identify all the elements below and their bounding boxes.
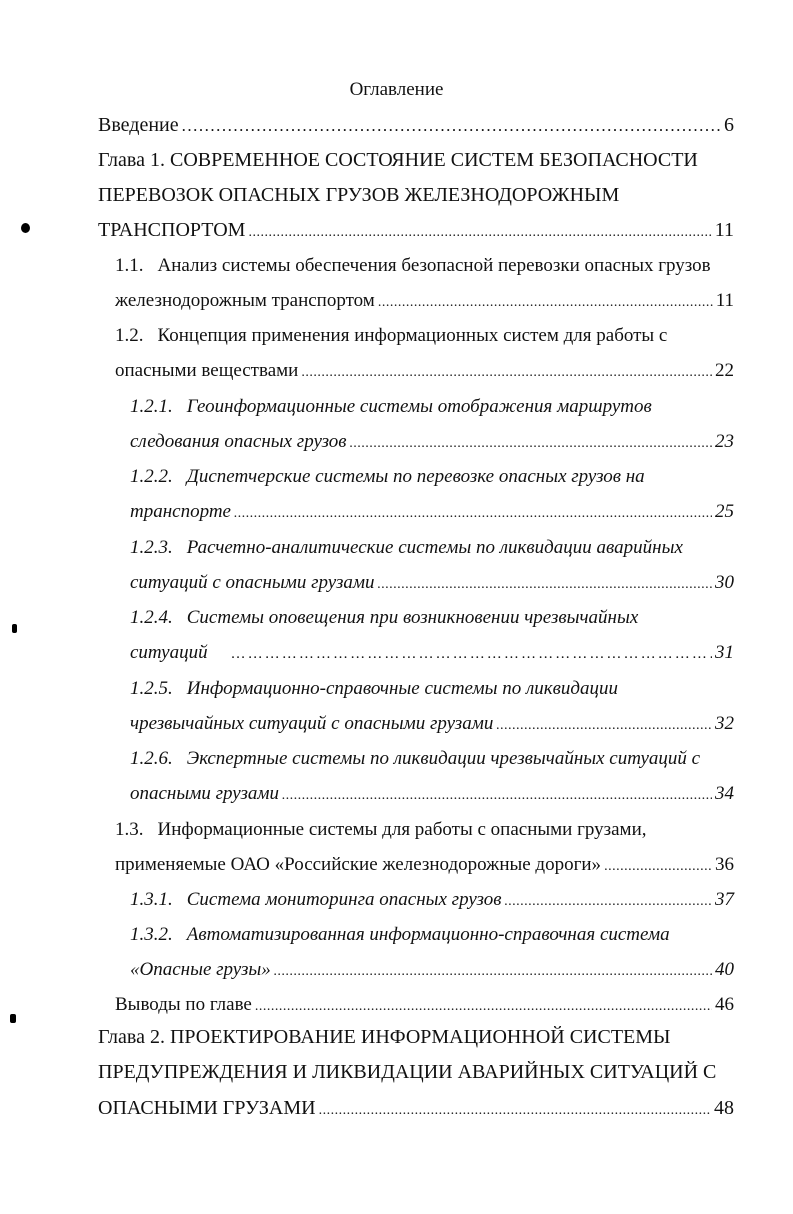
toc-entry-label: Расчетно-аналитические системы по ликвидации аварийных bbox=[186, 537, 683, 558]
toc-entry-label: Выводы по главе bbox=[115, 994, 252, 1015]
leader-dots bbox=[496, 714, 712, 738]
section-number: 1.3.2. bbox=[130, 924, 173, 945]
section-number: 1.3.1. bbox=[130, 889, 173, 910]
toc-entry-label: железнодорожным транспортом bbox=[115, 290, 375, 311]
leader-dots bbox=[350, 432, 712, 456]
toc-title: Оглавление bbox=[349, 79, 444, 100]
toc-chapter-2-line2 bbox=[98, 1060, 734, 1084]
toc-chapter-2-line1 bbox=[98, 1025, 734, 1049]
toc-entry-label: Информационно-справочные системы по ликвидации bbox=[186, 678, 619, 699]
toc-section-1-1-line2 bbox=[115, 289, 734, 315]
toc-entry-label: ОПАСНЫМИ ГРУЗАМИ bbox=[98, 1097, 316, 1119]
toc-page-number: 31 bbox=[715, 642, 734, 663]
toc-section-1-2-5-line1 bbox=[130, 677, 734, 701]
toc-entry-label: Системы оповещения при возникновении чрезвычайных bbox=[186, 607, 639, 628]
section-number: 1.3. bbox=[115, 819, 144, 840]
section-number: 1.2.5. bbox=[130, 678, 173, 699]
section-number: 1.2.2. bbox=[130, 466, 173, 487]
toc-entry-label: Концепция применения информационных систем для работы с bbox=[157, 325, 668, 346]
toc-page-number: 22 bbox=[715, 360, 734, 381]
toc-chapter-2-line3 bbox=[98, 1096, 734, 1123]
toc-section-1-2-3-line1 bbox=[130, 536, 734, 560]
toc-section-1-2-4-line2 bbox=[130, 641, 734, 666]
section-number: 1.2.1. bbox=[130, 396, 173, 417]
scan-mark-dot bbox=[21, 223, 30, 233]
toc-entry-label: Диспетчерские системы по перевозке опасных грузов на bbox=[186, 466, 645, 487]
toc-chapter-1-line2 bbox=[98, 183, 734, 207]
toc-section-1-2-3-line2 bbox=[130, 571, 734, 597]
toc-entry-conclusions bbox=[115, 993, 734, 1019]
leader-dots bbox=[255, 995, 712, 1019]
toc-entry-label: Экспертные системы по ликвидации чрезвычайных ситуаций с bbox=[186, 748, 701, 769]
toc-entry-label: «Опасные грузы» bbox=[130, 959, 271, 980]
toc-section-1-3-line2 bbox=[115, 853, 734, 879]
section-number: 1.2.4. bbox=[130, 607, 173, 628]
toc-entry-label: Информационные системы для работы с опасными грузами, bbox=[157, 819, 647, 840]
toc-section-1-2-line1 bbox=[115, 324, 734, 348]
toc-section-1-2-1-line2 bbox=[130, 430, 734, 456]
leader-dots bbox=[604, 855, 712, 879]
toc-entry-label: Система мониторинга опасных грузов bbox=[186, 889, 502, 910]
toc-section-1-2-2-line2 bbox=[130, 500, 734, 526]
toc-section-1-2-5-line2 bbox=[130, 712, 734, 738]
toc-page-number: 32 bbox=[715, 713, 734, 734]
toc-page-number: 30 bbox=[715, 572, 734, 593]
section-number: 1.1. bbox=[115, 255, 144, 276]
toc-section-1-2-2-line1 bbox=[130, 465, 734, 489]
toc-entry-intro bbox=[98, 113, 734, 138]
toc-section-1-2-1-line1 bbox=[130, 395, 734, 419]
toc-entry-label: ПЕРЕВОЗОК ОПАСНЫХ ГРУЗОВ ЖЕЛЕЗНОДОРОЖНЫМ bbox=[98, 184, 620, 206]
toc-page-number: 11 bbox=[714, 219, 734, 241]
leader-dots bbox=[504, 890, 712, 914]
toc-page-number: 34 bbox=[715, 783, 734, 804]
leader-dots bbox=[319, 1099, 711, 1123]
leader-dots bbox=[274, 960, 712, 984]
toc-entry-label: опасными веществами bbox=[115, 360, 299, 381]
scan-mark-dot bbox=[10, 1014, 16, 1023]
toc-entry-label: ПРЕДУПРЕЖДЕНИЯ И ЛИКВИДАЦИИ АВАРИЙНЫХ СИТУАЦИЙ С bbox=[98, 1061, 717, 1083]
toc-section-1-2-6-line2 bbox=[130, 782, 734, 808]
toc-page-number: 48 bbox=[714, 1097, 734, 1119]
toc-entry-label: транспорте bbox=[130, 501, 231, 522]
toc-entry-label: Автоматизированная информационно-справочная система bbox=[186, 924, 670, 945]
toc-entry-label: Глава 2. ПРОЕКТИРОВАНИЕ ИНФОРМАЦИОННОЙ СИСТЕМЫ bbox=[98, 1026, 671, 1048]
leader-dots bbox=[182, 114, 721, 138]
leader-dots bbox=[282, 784, 712, 808]
section-number: 1.2.6. bbox=[130, 748, 173, 769]
leader-dots bbox=[232, 642, 712, 666]
toc-section-1-2-line2 bbox=[115, 359, 734, 385]
leader-dots bbox=[234, 502, 712, 526]
toc-page-number: 37 bbox=[715, 889, 734, 910]
toc-entry-label: чрезвычайных ситуаций с опасными грузами bbox=[130, 713, 494, 734]
toc-page-number: 25 bbox=[715, 501, 734, 522]
leader-dots bbox=[248, 221, 711, 245]
toc-section-1-1-line1 bbox=[115, 254, 734, 278]
toc-page-number: 11 bbox=[715, 290, 734, 311]
toc-entry-label: Введение bbox=[98, 114, 179, 136]
toc-entry-label: ситуаций с опасными грузами bbox=[130, 572, 375, 593]
toc-section-1-2-6-line1 bbox=[130, 747, 734, 771]
scan-mark-dot bbox=[12, 624, 17, 633]
toc-chapter-1-line1 bbox=[98, 148, 734, 172]
toc-entry-label: Анализ системы обеспечения безопасной перевозки опасных грузов bbox=[157, 255, 711, 276]
leader-dots bbox=[378, 291, 713, 315]
leader-dots bbox=[378, 573, 712, 597]
toc-entry-label: ТРАНСПОРТОМ bbox=[98, 219, 246, 241]
toc-entry-label: следования опасных грузов bbox=[130, 431, 347, 452]
section-number: 1.2. bbox=[115, 325, 144, 346]
toc-section-1-3-1 bbox=[130, 888, 734, 914]
leader-dots bbox=[301, 361, 712, 385]
toc-section-1-3-line1 bbox=[115, 818, 734, 842]
toc-section-1-3-2-line1 bbox=[130, 923, 734, 947]
toc-entry-label: Геоинформационные системы отображения маршрутов bbox=[186, 396, 652, 417]
toc-page-number: 36 bbox=[715, 854, 734, 875]
toc-entry-label: ситуаций bbox=[130, 642, 208, 663]
toc-entry-label: опасными грузами bbox=[130, 783, 279, 804]
toc-chapter-1-line3 bbox=[98, 218, 734, 245]
toc-section-1-2-4-line1 bbox=[130, 606, 734, 630]
toc-page-number: 40 bbox=[715, 959, 734, 980]
toc-section-1-3-2-line2 bbox=[130, 958, 734, 984]
section-number: 1.2.3. bbox=[130, 537, 173, 558]
toc-page-number: 6 bbox=[724, 114, 734, 136]
toc-page-number: 23 bbox=[715, 431, 734, 452]
toc-entry-label: Глава 1. СОВРЕМЕННОЕ СОСТОЯНИЕ СИСТЕМ БЕЗОПАСНОСТИ bbox=[98, 149, 698, 171]
toc-entry-label: применяемые ОАО «Российские железнодорожные дороги» bbox=[115, 854, 602, 875]
toc-page-number: 46 bbox=[715, 994, 734, 1015]
